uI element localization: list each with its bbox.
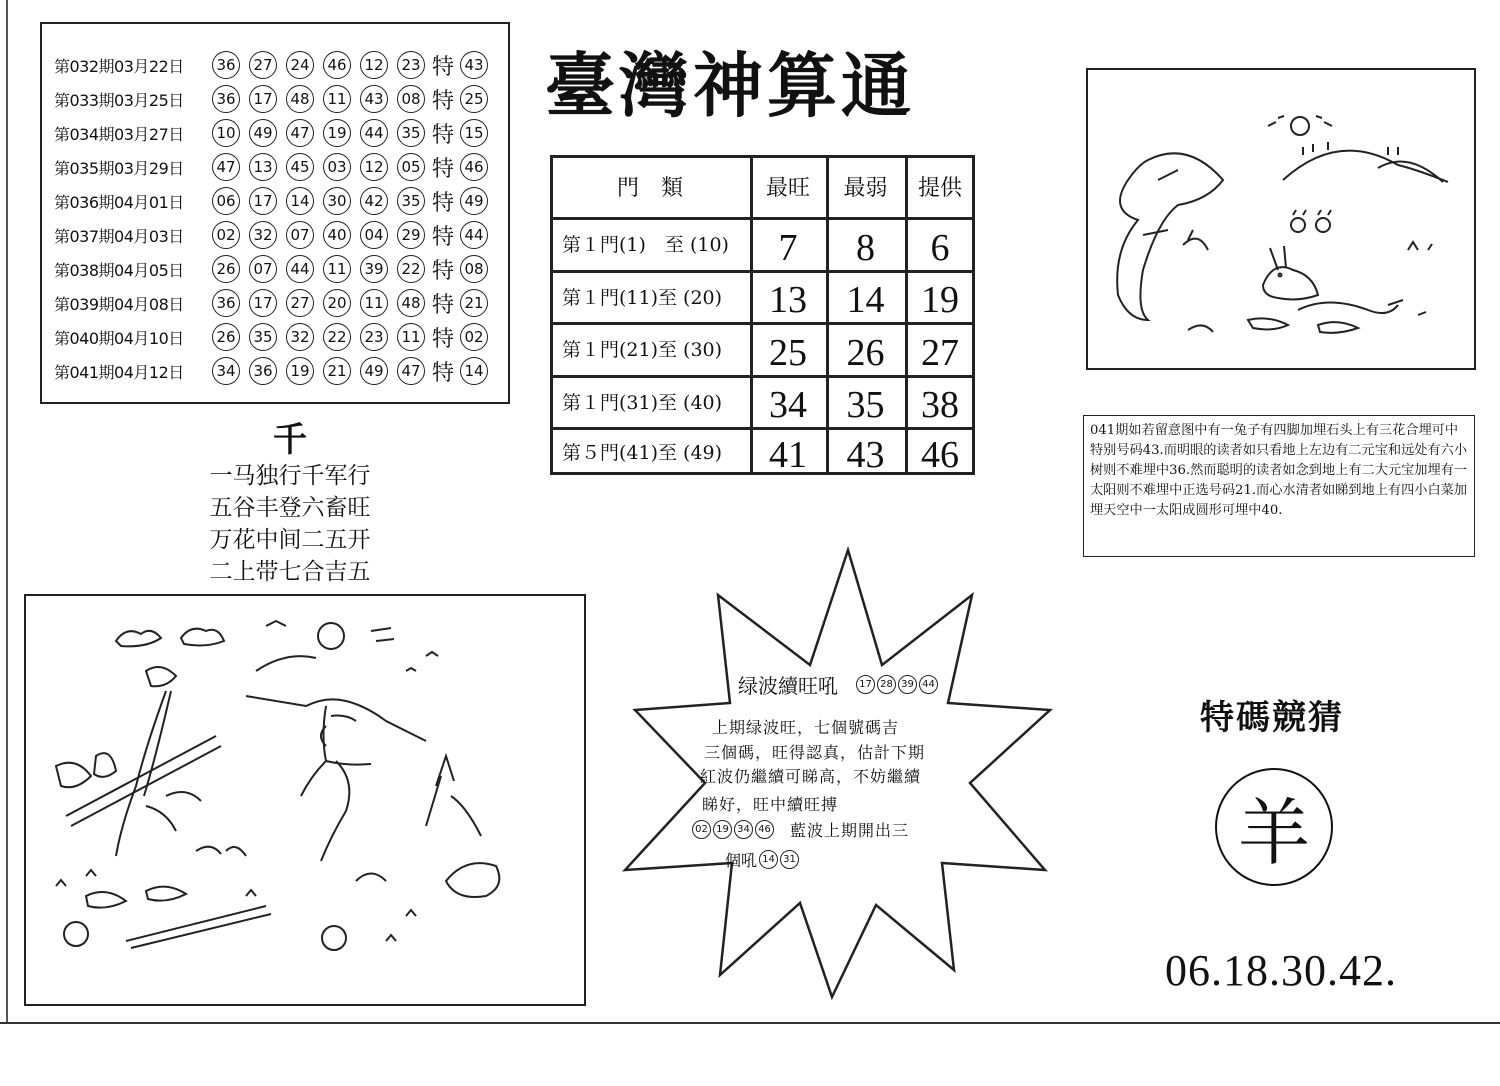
history-row-label: 第033期03月25日 (54, 90, 184, 110)
number-ball: 07 (286, 221, 314, 249)
number-ball: 47 (212, 153, 240, 181)
warrior-drawing (26, 596, 584, 1004)
star-heading-ball: 17 (856, 675, 875, 694)
number-ball: 12 (360, 153, 388, 181)
table-value-cell: 35 (846, 384, 885, 426)
number-ball: 17 (249, 187, 277, 215)
special-number-ball: 08 (460, 255, 488, 283)
number-ball: 19 (286, 357, 314, 385)
table-header-cell: 最弱 (843, 175, 888, 201)
history-row (54, 286, 497, 320)
star-bottom-text: 藍波上期開出三 (790, 821, 910, 840)
star-last-row (725, 848, 801, 871)
number-ball: 49 (249, 119, 277, 147)
table-value-cell: 27 (921, 331, 959, 374)
table-value-cell: 8 (856, 226, 875, 269)
number-ball: 30 (323, 187, 351, 215)
number-ball: 10 (212, 119, 240, 147)
star-heading-text: 绿波續旺吼 (738, 674, 838, 698)
special-label: 特 (432, 190, 455, 216)
number-ball: 45 (286, 153, 314, 181)
table-value-cell: 46 (921, 434, 959, 476)
history-row (54, 320, 497, 354)
number-ball: 27 (249, 51, 277, 79)
table-value-cell: 43 (846, 434, 885, 476)
poem-title: 千 (273, 420, 307, 460)
number-ball: 11 (360, 289, 388, 317)
table-value-cell: 38 (921, 384, 959, 426)
table-value-cell: 19 (921, 279, 959, 321)
star-bottom-ball: 34 (734, 820, 753, 839)
number-ball: 19 (323, 119, 351, 147)
number-ball: 17 (249, 289, 277, 317)
number-ball: 04 (360, 221, 388, 249)
zodiac-answer: 羊 (1237, 791, 1310, 875)
number-ball: 32 (249, 221, 277, 249)
star-text-line: 上期绿波旺，七個號碼吉 (712, 718, 900, 737)
number-ball: 22 (323, 323, 351, 351)
number-ball: 42 (360, 187, 388, 215)
page-title: 臺灣神算通 (545, 44, 915, 127)
special-number-ball: 49 (460, 187, 488, 215)
history-row-label: 第038期04月05日 (54, 260, 184, 280)
number-ball: 39 (360, 255, 388, 283)
special-number-ball: 21 (460, 289, 488, 317)
star-heading-ball: 28 (877, 675, 896, 694)
table-value-cell: 14 (846, 279, 885, 321)
number-ball: 35 (249, 323, 277, 351)
poem-line: 万花中间二五开 (209, 527, 371, 553)
special-label: 特 (432, 122, 455, 148)
table-row-label: 第１門(21)至 (30) (562, 339, 723, 361)
number-ball: 43 (360, 85, 388, 113)
poem-block (190, 420, 390, 588)
number-ball: 46 (323, 51, 351, 79)
number-ball: 20 (323, 289, 351, 317)
number-ball: 35 (397, 187, 425, 215)
table-value-cell: 13 (769, 279, 807, 321)
number-ball: 23 (397, 51, 425, 79)
special-label: 特 (432, 258, 455, 284)
star-last-prefix: 個吼 (725, 851, 758, 870)
star-bottom-row (692, 818, 909, 841)
number-ball: 47 (397, 357, 425, 385)
number-ball: 44 (286, 255, 314, 283)
star-bottom-ball: 46 (755, 820, 774, 839)
table-header-cell: 提供 (917, 175, 962, 201)
number-ball: 36 (249, 357, 277, 385)
special-label: 特 (432, 54, 455, 80)
number-ball: 08 (397, 85, 425, 113)
table-header-cell: 最旺 (765, 175, 810, 201)
table-value-cell: 34 (769, 384, 807, 426)
number-ball: 26 (212, 255, 240, 283)
number-ball: 36 (212, 51, 240, 79)
zodiac-answer-circle (1215, 768, 1333, 886)
history-row (54, 150, 497, 184)
history-row-label: 第036期04月01日 (54, 192, 184, 212)
number-ball: 17 (249, 85, 277, 113)
page-border-bottom (0, 1022, 1500, 1024)
number-ball: 26 (212, 323, 240, 351)
number-ball: 48 (286, 85, 314, 113)
star-text-line: 紅波仍繼續可睇高，不妨繼續 (700, 767, 922, 786)
table-header-cell: 門 類 (616, 175, 683, 201)
table-row-label: 第５門(41)至 (49) (562, 441, 723, 464)
table-value-cell: 26 (846, 331, 885, 374)
special-label: 特 (432, 292, 455, 318)
poem-line: 二上带七合吉五 (209, 559, 371, 585)
history-row-label: 第041期04月12日 (54, 362, 184, 382)
poem-line: 五谷丰登六畜旺 (209, 495, 371, 521)
star-heading (738, 670, 940, 699)
rabbit-illustration (1086, 68, 1476, 370)
history-row (54, 218, 497, 252)
special-number-ball: 02 (460, 323, 488, 351)
special-guess-title: 特碼競猜 (1200, 698, 1344, 738)
number-ball: 36 (212, 85, 240, 113)
group-stats-table (550, 155, 975, 475)
number-ball: 32 (286, 323, 314, 351)
table-value-cell: 6 (930, 226, 950, 269)
number-ball: 27 (286, 289, 314, 317)
special-label: 特 (432, 360, 455, 386)
page-border-left (6, 0, 8, 1022)
star-bottom-ball: 02 (692, 820, 711, 839)
warrior-illustration (24, 594, 586, 1006)
history-row-label: 第034期03月27日 (54, 124, 184, 144)
star-heading-ball: 39 (898, 675, 917, 694)
history-row (54, 48, 497, 82)
special-number-ball: 46 (460, 153, 488, 181)
guess-numbers: 06.18.30.42. (1165, 946, 1397, 995)
table-value-cell: 25 (769, 331, 807, 374)
special-number-ball: 14 (460, 357, 488, 385)
number-ball: 07 (249, 255, 277, 283)
history-row (54, 354, 497, 388)
table-value-cell: 7 (778, 226, 798, 269)
draw-history-box (40, 22, 510, 404)
number-ball: 29 (397, 221, 425, 249)
number-ball: 48 (397, 289, 425, 317)
history-row-label: 第035期03月29日 (54, 158, 184, 178)
number-ball: 03 (323, 153, 351, 181)
star-bottom-ball: 19 (713, 820, 732, 839)
star-last-ball: 31 (780, 850, 799, 869)
poem-line: 一马独行千军行 (209, 463, 371, 489)
table-row-label: 第１門(1) 至 (10) (562, 234, 729, 256)
special-label: 特 (432, 326, 455, 352)
history-row (54, 184, 497, 218)
number-ball: 13 (249, 153, 277, 181)
star-heading-ball: 44 (919, 675, 938, 694)
number-ball: 11 (323, 85, 351, 113)
history-row-label: 第040期04月10日 (54, 328, 184, 348)
number-ball: 40 (323, 221, 351, 249)
number-ball: 11 (397, 323, 425, 351)
history-row (54, 82, 497, 116)
number-ball: 35 (397, 119, 425, 147)
history-row (54, 252, 497, 286)
number-ball: 14 (286, 187, 314, 215)
special-number-ball: 44 (460, 221, 488, 249)
history-row-label: 第032期03月22日 (54, 56, 184, 76)
special-label: 特 (432, 224, 455, 250)
special-label: 特 (432, 156, 455, 182)
star-text-line: 三個碼，旺得認真，估計下期 (704, 743, 926, 762)
star-last-ball: 14 (759, 850, 778, 869)
history-row-label: 第039期04月08日 (54, 294, 184, 314)
special-number-ball: 15 (460, 119, 488, 147)
special-number-ball: 43 (460, 51, 488, 79)
number-ball: 47 (286, 119, 314, 147)
number-ball: 49 (360, 357, 388, 385)
number-ball: 36 (212, 289, 240, 317)
table-row-label: 第１門(11)至 (20) (562, 286, 723, 309)
number-ball: 34 (212, 357, 240, 385)
number-ball: 44 (360, 119, 388, 147)
table-value-cell: 41 (769, 434, 807, 476)
number-ball: 05 (397, 153, 425, 181)
history-row (54, 116, 497, 150)
number-ball: 21 (323, 357, 351, 385)
number-ball: 11 (323, 255, 351, 283)
rabbit-drawing (1088, 70, 1474, 368)
table-row-label: 第１門(31)至 (40) (562, 391, 723, 414)
special-number-ball: 25 (460, 85, 488, 113)
history-row-label: 第037期04月03日 (54, 226, 184, 246)
number-ball: 02 (212, 221, 240, 249)
number-ball: 23 (360, 323, 388, 351)
puzzle-note: 041期如若留意图中有一兔子有四脚加埋石头上有三花合埋可中特别号码43.而明眼的读者如只看地上左边有二元宝和远处有六小树则不难埋中36.然而聪明的读者如念到地上有二大元宝加埋有一太阳则不难埋中正选号码21.而心水清者如睇到地上有四小白菜加埋天空中一太阳成圆形可埋中40. (1083, 415, 1475, 557)
number-ball: 22 (397, 255, 425, 283)
number-ball: 06 (212, 187, 240, 215)
number-ball: 24 (286, 51, 314, 79)
star-text-line: 睇好，旺中續旺搏 (702, 795, 839, 814)
special-label: 特 (432, 88, 455, 114)
number-ball: 12 (360, 51, 388, 79)
